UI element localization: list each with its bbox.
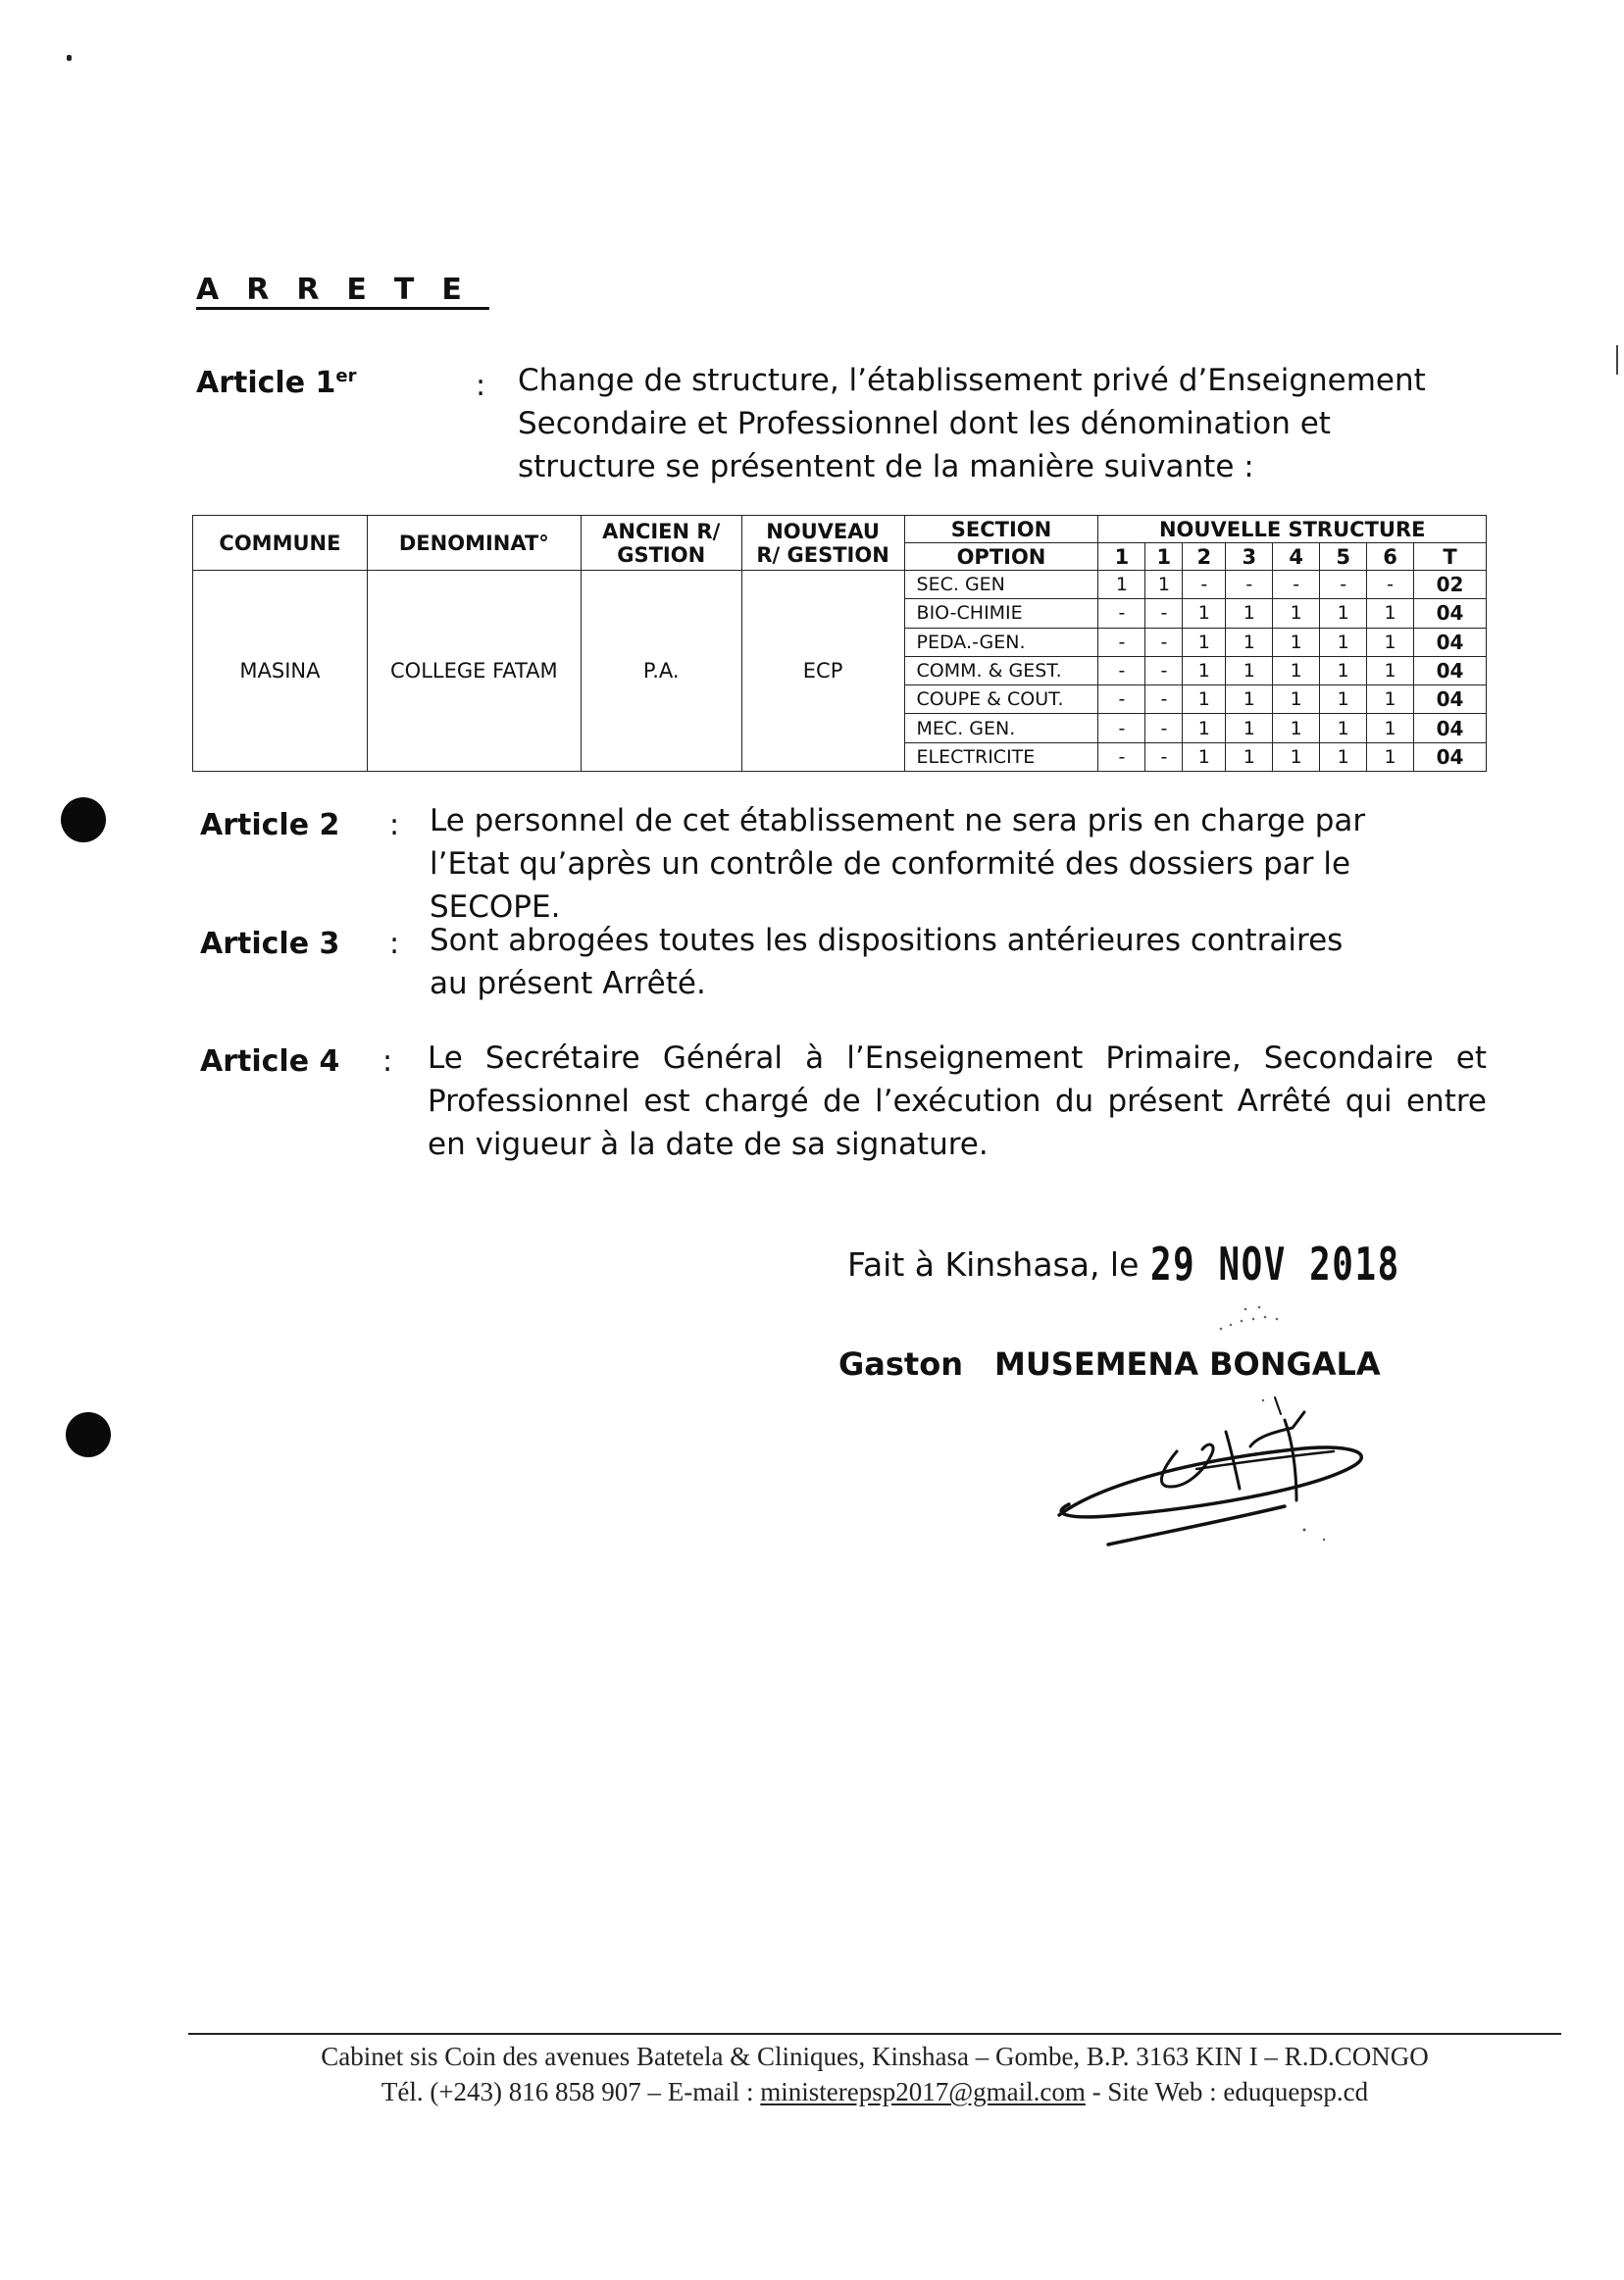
value-cell: 1 bbox=[1320, 628, 1367, 656]
value-cell: - bbox=[1183, 571, 1226, 599]
value-cell: - bbox=[1226, 571, 1273, 599]
value-cell: 1 bbox=[1226, 685, 1273, 714]
value-cell: 1 bbox=[1183, 742, 1226, 771]
value-cell: 1 bbox=[1367, 628, 1414, 656]
article-1-label: Article 1er bbox=[196, 366, 357, 400]
signatory-last-name: MUSEMENA BONGALA bbox=[993, 1345, 1381, 1383]
value-cell: 1 bbox=[1226, 742, 1273, 771]
header-grade: 2 bbox=[1183, 543, 1226, 571]
header-grade: 5 bbox=[1320, 543, 1367, 571]
stamp-dots bbox=[1216, 1299, 1304, 1339]
article-1-colon: : bbox=[476, 369, 486, 403]
option-cell: BIO-CHIMIE bbox=[904, 599, 1098, 628]
value-cell: 1 bbox=[1183, 656, 1226, 684]
value-cell: 1 bbox=[1226, 599, 1273, 628]
value-cell: 1 bbox=[1320, 742, 1367, 771]
value-cell: 1 bbox=[1183, 714, 1226, 742]
footer-contact bbox=[188, 2077, 1561, 2107]
header-denomination: DENOMINAT° bbox=[367, 516, 581, 571]
value-cell: 1 bbox=[1367, 714, 1414, 742]
article-1-text: Change de structure, l’établissement privé d’Enseignement Secondaire et Professionnel dont les dénomination et structure se présentent de la manière suivante : bbox=[518, 363, 1426, 484]
footer-rule bbox=[188, 2033, 1561, 2035]
value-cell: 1 bbox=[1226, 628, 1273, 656]
total-cell: 04 bbox=[1414, 656, 1487, 684]
header-grade: 6 bbox=[1367, 543, 1414, 571]
option-cell: COUPE & COUT. bbox=[904, 685, 1098, 714]
header-grade: 1 bbox=[1145, 543, 1183, 571]
header-option: OPTION bbox=[904, 543, 1098, 571]
header-grade: 4 bbox=[1273, 543, 1320, 571]
value-cell: - bbox=[1098, 599, 1145, 628]
value-cell: 1 bbox=[1273, 685, 1320, 714]
value-cell: 1 bbox=[1320, 714, 1367, 742]
value-cell: 1 bbox=[1273, 714, 1320, 742]
value-cell: - bbox=[1145, 714, 1183, 742]
value-cell: 1 bbox=[1145, 571, 1183, 599]
header-nouveau-gestion: NOUVEAU R/ GESTION bbox=[741, 516, 904, 571]
scan-edge-mark bbox=[1616, 345, 1618, 375]
header-commune: COMMUNE bbox=[193, 516, 368, 571]
footer-email-link[interactable]: ministerepsp2017@gmail.com bbox=[760, 2077, 1086, 2106]
header-nouvelle-structure: NOUVELLE STRUCTURE bbox=[1098, 516, 1487, 543]
value-cell: 1 bbox=[1367, 685, 1414, 714]
date-stamp: 29 NOV 2018 bbox=[1150, 1238, 1401, 1291]
option-cell: PEDA.-GEN. bbox=[904, 628, 1098, 656]
nouveau-gestion-cell: ECP bbox=[741, 571, 904, 772]
commune-cell: MASINA bbox=[193, 571, 368, 772]
article-4-text: Le Secrétaire Général à l’Enseignement Primaire, Secondaire et Professionnel est chargé de l’exécution du présent Arrêté qui entre en vigueur à la date de sa signature. bbox=[428, 1040, 1487, 1162]
value-cell: 1 bbox=[1273, 599, 1320, 628]
header-grade: 1 bbox=[1098, 543, 1145, 571]
value-cell: - bbox=[1098, 628, 1145, 656]
option-cell: MEC. GEN. bbox=[904, 714, 1098, 742]
signatory-name bbox=[838, 1345, 1381, 1383]
value-cell: - bbox=[1098, 685, 1145, 714]
value-cell: 1 bbox=[1320, 685, 1367, 714]
value-cell: - bbox=[1273, 571, 1320, 599]
option-cell: COMM. & GEST. bbox=[904, 656, 1098, 684]
place-label: Fait à Kinshasa, le bbox=[847, 1245, 1140, 1284]
value-cell: - bbox=[1098, 656, 1145, 684]
value-cell: - bbox=[1145, 685, 1183, 714]
value-cell: - bbox=[1098, 714, 1145, 742]
value-cell: - bbox=[1367, 571, 1414, 599]
punch-hole-bottom bbox=[66, 1412, 111, 1457]
table-row bbox=[193, 571, 1487, 599]
value-cell: 1 bbox=[1273, 628, 1320, 656]
value-cell: - bbox=[1320, 571, 1367, 599]
header-ancien-gestion: ANCIEN R/ GSTION bbox=[581, 516, 741, 571]
value-cell: 1 bbox=[1320, 599, 1367, 628]
footer-address: Cabinet sis Coin des avenues Batetela & Cliniques, Kinshasa – Gombe, B.P. 3163 KIN I – R.D.CONGO bbox=[321, 2042, 1429, 2071]
value-cell: 1 bbox=[1098, 571, 1145, 599]
total-cell: 04 bbox=[1414, 714, 1487, 742]
value-cell: 1 bbox=[1367, 599, 1414, 628]
value-cell: - bbox=[1145, 742, 1183, 771]
total-cell: 04 bbox=[1414, 599, 1487, 628]
header-grade: 3 bbox=[1226, 543, 1273, 571]
total-cell: 02 bbox=[1414, 571, 1487, 599]
article-3-text: Sont abrogées toutes les dispositions antérieures contraires au présent Arrêté. bbox=[430, 923, 1344, 1001]
signatory-first-name: Gaston bbox=[838, 1345, 963, 1383]
option-cell: SEC. GEN bbox=[904, 571, 1098, 599]
article-4-label: Article 4 bbox=[200, 1044, 340, 1079]
total-cell: 04 bbox=[1414, 742, 1487, 771]
punch-hole-top bbox=[61, 797, 106, 842]
value-cell: - bbox=[1145, 656, 1183, 684]
article-2-colon: : bbox=[389, 808, 400, 842]
denomination-cell: COLLEGE FATAM bbox=[367, 571, 581, 772]
value-cell: 1 bbox=[1183, 599, 1226, 628]
value-cell: - bbox=[1145, 628, 1183, 656]
article-3-label: Article 3 bbox=[200, 927, 340, 961]
total-cell: 04 bbox=[1414, 628, 1487, 656]
value-cell: - bbox=[1098, 742, 1145, 771]
scan-speck bbox=[67, 55, 72, 61]
value-cell: 1 bbox=[1367, 656, 1414, 684]
value-cell: 1 bbox=[1226, 714, 1273, 742]
footer-website: - Site Web : eduquepsp.cd bbox=[1091, 2077, 1369, 2106]
article-4-colon: : bbox=[382, 1044, 393, 1079]
value-cell: 1 bbox=[1320, 656, 1367, 684]
ancien-gestion-cell: P.A. bbox=[581, 571, 741, 772]
footer-phone: Tél. (+243) 816 858 907 – E-mail : bbox=[381, 2077, 754, 2106]
value-cell: 1 bbox=[1273, 742, 1320, 771]
value-cell: - bbox=[1145, 599, 1183, 628]
value-cell: 1 bbox=[1226, 656, 1273, 684]
header-section: SECTION bbox=[904, 516, 1098, 543]
value-cell: 1 bbox=[1183, 685, 1226, 714]
value-cell: 1 bbox=[1183, 628, 1226, 656]
document-heading: ARRETE bbox=[196, 273, 489, 307]
option-cell: ELECTRICITE bbox=[904, 742, 1098, 771]
place-and-date bbox=[847, 1238, 1471, 1291]
header-total: T bbox=[1414, 543, 1487, 571]
article-2-text: Le personnel de cet établissement ne sera pris en charge par l’Etat qu’après un contrôle de conformité des dossiers par le SECOPE. bbox=[430, 803, 1366, 925]
value-cell: 1 bbox=[1367, 742, 1414, 771]
total-cell: 04 bbox=[1414, 685, 1487, 714]
handwritten-signature bbox=[1040, 1393, 1393, 1559]
structure-table bbox=[192, 515, 1487, 772]
article-3-colon: : bbox=[389, 927, 400, 961]
article-2-label: Article 2 bbox=[200, 808, 340, 842]
value-cell: 1 bbox=[1273, 656, 1320, 684]
